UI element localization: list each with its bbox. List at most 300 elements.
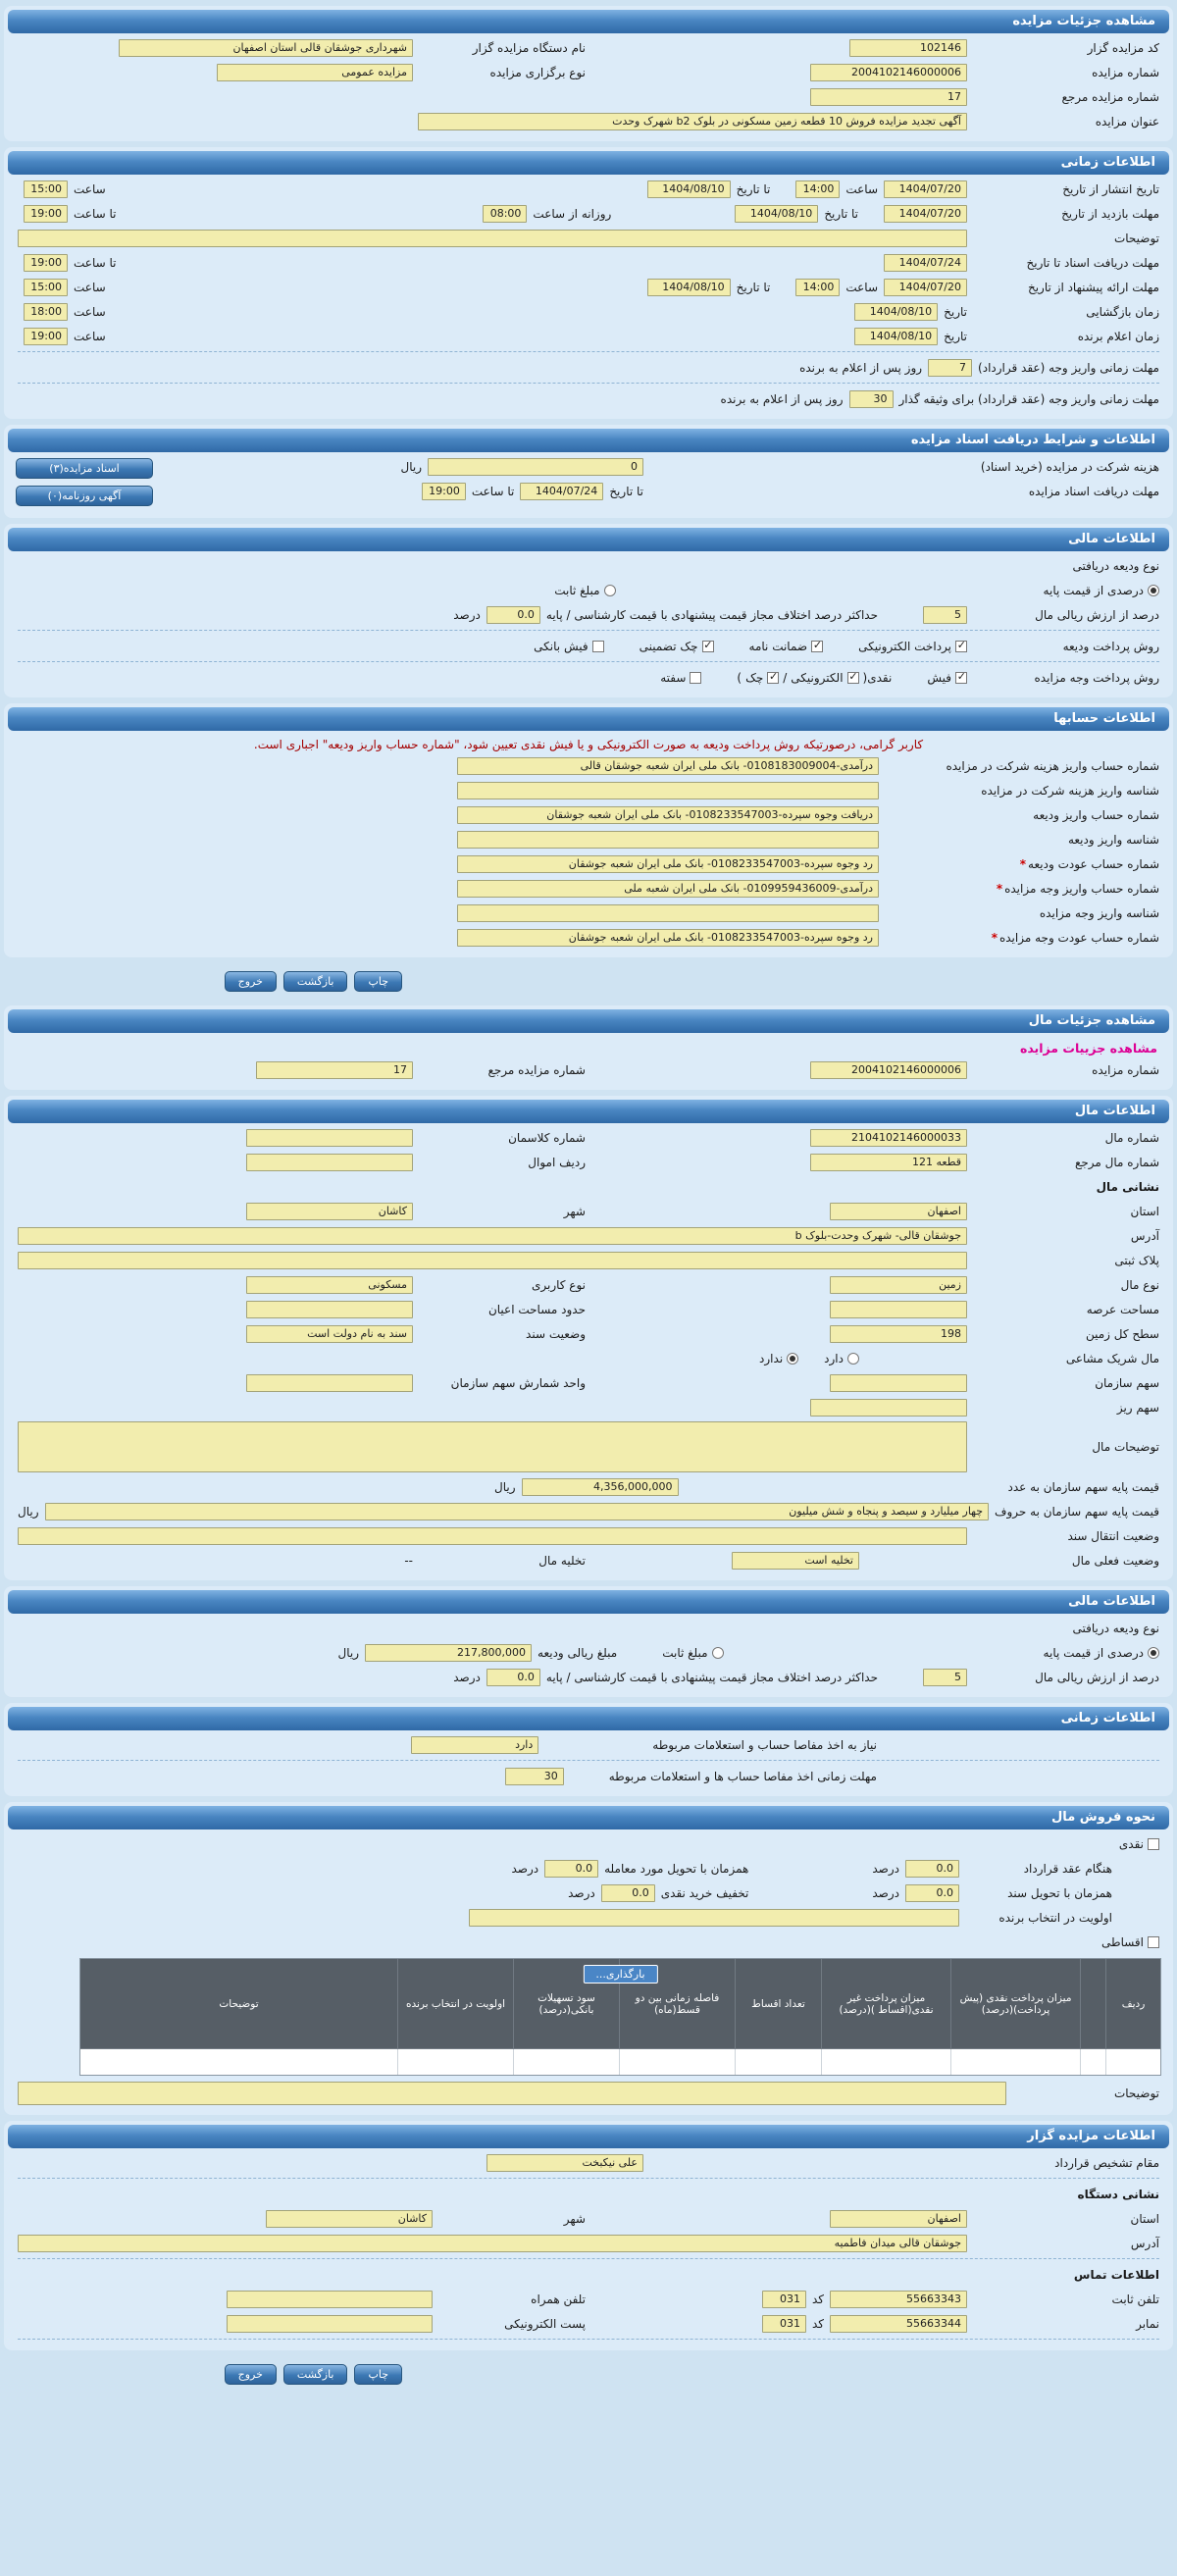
to-date-label: تا تاریخ (736, 181, 771, 196)
city-label: شهر (563, 2211, 586, 2226)
winner-announce-date-field[interactable]: 1404/08/10 (854, 328, 938, 345)
rial-unit-label: ریال (400, 459, 422, 474)
auction-payment-methods-row (6, 665, 1171, 690)
doc-deadline-date-field[interactable]: 1404/07/24 (520, 483, 603, 500)
share-detail-field[interactable] (810, 1399, 967, 1417)
percent-of-base-label: درصدی از قیمت پایه (1043, 583, 1144, 597)
doc-receive-deadline-time-field[interactable]: 19:00 (24, 254, 68, 272)
area-code-label: کد (811, 2292, 824, 2306)
divider (18, 2258, 1159, 2259)
auction-number-label: شماره مزایده (1092, 65, 1159, 79)
org-address-heading: نشانی دستگاه (1077, 2187, 1159, 2201)
required-mark: * (996, 881, 1003, 896)
hour-label: ساعت (845, 280, 878, 294)
shared-ownership-row (6, 1346, 1171, 1370)
deposit-percent-row (6, 1665, 1171, 1689)
percent-of-base-radio[interactable] (1148, 585, 1159, 596)
newspaper-ad-button[interactable]: آگهی روزنامه(۰) (16, 486, 153, 506)
deposit-account-field[interactable]: دریافت وجوه سپرده-0108233547003- بانک ملی ایران شعبه جوشقان (457, 806, 879, 824)
offer-to-time-field[interactable]: 15:00 (24, 279, 68, 296)
deposit-id-label: شناسه واریز ودیعه (1067, 832, 1159, 847)
date-label: تاریخ (944, 304, 967, 319)
cash-discount-field[interactable]: 0.0 (601, 1884, 655, 1902)
column-header-cash-prepayment: میزان پرداخت نقدی (پیش پرداخت)(درصد) (950, 1959, 1080, 2049)
auction-title-label: عنوان مزایده (1095, 114, 1159, 129)
org-address-heading-row (6, 2182, 1171, 2206)
doc-deadline-time-field[interactable]: 19:00 (422, 483, 466, 500)
province-label: استان (1130, 2211, 1159, 2226)
bank-receipt-checkbox[interactable] (592, 641, 604, 652)
base-price-number-row (6, 1474, 1171, 1499)
max-diff-field[interactable]: 0.0 (486, 1669, 540, 1686)
address-field[interactable]: جوشقان قالی میدان فاطمیه (18, 2235, 967, 2252)
contract-authority-row (6, 2150, 1171, 2175)
cash-electronic-label: الکترونیکی (791, 670, 844, 685)
usage-type-field[interactable]: مسکونی (246, 1276, 413, 1294)
hour-label: ساعت (74, 280, 106, 294)
action-buttons-top (0, 963, 1177, 1000)
building-area-label: حدود مساحت اعیان (487, 1302, 586, 1316)
total-land-row (6, 1321, 1171, 1346)
mobile-label: تلفن همراه (531, 2292, 586, 2306)
asset-ref-field[interactable]: قطعه 121 (810, 1154, 967, 1171)
time-description-label: توضیحات (1113, 231, 1159, 245)
deed-payment-field[interactable]: 0.0 (905, 1884, 959, 1902)
class-number-field[interactable] (246, 1129, 413, 1147)
section-header-asset-details: مشاهده جزئیات مال (8, 1009, 1169, 1033)
percent-unit-label: درصد (453, 607, 481, 622)
cash-check-checkbox[interactable] (767, 672, 779, 684)
section-header-time-info: اطلاعات زمانی (8, 151, 1169, 175)
to-hour-label: تا ساعت (74, 206, 117, 221)
fixed-amount-radio[interactable] (604, 585, 616, 596)
exit-button[interactable]: خروج (225, 971, 277, 992)
asset-province-row (6, 1199, 1171, 1223)
price-deposit-account-row (6, 876, 1171, 901)
doc-deadline-label: مهلت دریافت اسناد مزایده (1028, 484, 1159, 498)
document-buttons (6, 454, 163, 510)
opening-time-label: زمان بازگشایی (1086, 304, 1159, 319)
column-header-installment-interval: فاصله زمانی بین دو قسط(ماه) (619, 1959, 735, 2049)
evacuation-label: تخلیه مال (538, 1553, 586, 1568)
cash-sale-checkbox[interactable] (1148, 1838, 1159, 1850)
contract-payment-field[interactable]: 0.0 (905, 1860, 959, 1878)
contract-authority-field[interactable]: علی نیکبخت (486, 2154, 643, 2172)
asset-row-field[interactable] (246, 1154, 413, 1171)
base-price-words-label: قیمت پایه سهم سازمان به حروف (995, 1504, 1159, 1519)
participation-fee-field[interactable]: 0 (428, 458, 643, 476)
asset-type-row (6, 1272, 1171, 1297)
org-name-field[interactable]: شهرداری جوشقان قالی استان اصفهان (119, 39, 413, 57)
price-refund-account-field[interactable]: رد وجوه سپرده-0108233547003- بانک ملی ایران شعبه جوشقان (457, 929, 879, 947)
publish-date-label: تاریخ انتشار از تاریخ (1062, 181, 1159, 196)
fee-deposit-account-row (6, 753, 1171, 778)
city-field[interactable]: کاشان (246, 1203, 413, 1220)
percent-of-base-radio[interactable] (1148, 1647, 1159, 1659)
fee-deposit-account-field[interactable]: درآمدی-0108183009004- بانک ملی ایران شعبه جوشقان قالی (457, 757, 879, 775)
offer-from-time-field[interactable]: 14:00 (795, 279, 840, 296)
hour-label: ساعت (74, 181, 106, 196)
winner-priority-field[interactable] (469, 1909, 959, 1927)
section-header-financial-info: اطلاعات مالی (8, 528, 1169, 551)
installments-table-empty-row (80, 2049, 1160, 2075)
max-diff-field[interactable]: 0.0 (486, 606, 540, 624)
delivery-payment-label: همزمان با تحویل مورد معامله (604, 1861, 749, 1876)
bidder-code-label: کد مزایده گزار (1087, 40, 1159, 55)
publish-to-time-field[interactable]: 15:00 (24, 180, 68, 198)
auction-ref-field[interactable]: 17 (810, 88, 967, 106)
publish-to-date-field[interactable]: 1404/08/10 (647, 180, 731, 198)
asset-description-row (6, 1419, 1171, 1474)
org-share-label: سهم سازمان (1095, 1375, 1159, 1390)
winner-announce-row (6, 324, 1171, 348)
fax-area-code-field[interactable]: 031 (762, 2315, 806, 2333)
print-button[interactable]: چاپ (354, 2364, 402, 2385)
payment-deadline-days-field[interactable]: 7 (928, 359, 972, 377)
to-date-label: تا تاریخ (736, 280, 771, 294)
current-status-row (6, 1548, 1171, 1572)
cash-sale-row (6, 1831, 1171, 1856)
electronic-payment-label: پرداخت الکترونیکی (858, 639, 951, 653)
loading-indicator: بارگذاری... (583, 1965, 657, 1984)
org-name-label: نام دستگاه مزایده گزار (472, 40, 586, 55)
share-unit-label: واحد شمارش سهم سازمان (450, 1375, 586, 1390)
visit-daily-to-time-field[interactable]: 19:00 (24, 205, 68, 223)
contact-heading-row (6, 2262, 1171, 2287)
evacuation-value: -- (404, 1553, 413, 1568)
publish-date-row (6, 177, 1171, 201)
doc-receive-deadline-label: مهلت دریافت اسناد تا تاریخ (1026, 255, 1159, 270)
opening-date-field[interactable]: 1404/08/10 (854, 303, 938, 321)
deposit-account-label: شماره حساب واریز ودیعه (1033, 807, 1159, 822)
divider (18, 630, 1159, 631)
deposit-id-row (6, 827, 1171, 851)
promissory-note-checkbox[interactable] (690, 672, 701, 684)
deposit-type-label: نوع ودیعه دریافتی (1072, 558, 1159, 573)
visit-to-date-field[interactable]: 1404/08/10 (735, 205, 818, 223)
section-time-info (4, 147, 1173, 419)
clearance-deadline-field[interactable]: 30 (505, 1768, 564, 1785)
action-buttons-bottom (0, 2356, 1177, 2393)
fax-row (6, 2311, 1171, 2336)
section-header-accounts: اطلاعات حسابها (8, 707, 1169, 731)
guarantee-letter-checkbox[interactable] (811, 641, 823, 652)
deed-payment-label: همزمان با تحویل سند (1007, 1885, 1112, 1900)
doc-deadline-row (163, 479, 1171, 503)
section-asset-financial-info (4, 1586, 1173, 1697)
column-header-winner-priority: اولویت در انتخاب برنده (397, 1959, 513, 2049)
deposit-percent-row (6, 602, 1171, 627)
deed-status-label: وضعیت سند (526, 1326, 586, 1341)
clearance-need-label: نیاز به اخذ مفاصا حساب و استعلامات مربوطه (652, 1737, 877, 1752)
opening-time-row (6, 299, 1171, 324)
fee-deposit-id-field[interactable] (457, 782, 879, 799)
section-auctioneer-info (4, 2121, 1173, 2350)
price-deposit-account-field[interactable]: درآمدی-0109959436009- بانک ملی ایران شعبه ملی (457, 880, 879, 898)
to-date-label: تا تاریخ (824, 206, 858, 221)
asset-number-field[interactable]: 2104102146000033 (810, 1129, 967, 1147)
building-area-field[interactable] (246, 1301, 413, 1318)
section-header-sale-method: نحوه فروش مال (8, 1806, 1169, 1829)
city-field[interactable]: کاشان (266, 2210, 433, 2228)
org-province-row (6, 2206, 1171, 2231)
days-after-winner-label: روز پس از اعلام به برنده (720, 391, 844, 406)
deed-transfer-status-label: وضعیت انتقال سند (1067, 1528, 1159, 1543)
divider (18, 2339, 1159, 2340)
clearance-deadline-row (6, 1764, 1171, 1788)
accounts-notice: کاربر گرامی، درصورتیکه روش پرداخت ودیعه به صورت الکترونیکی و یا فیش نقدی تعیین شود، "شماره حساب واریز ودیعه" اجباری است. (253, 738, 924, 751)
deed-transfer-status-field[interactable] (18, 1527, 967, 1545)
auction-number-row (6, 60, 1171, 84)
deposit-payment-methods-row (6, 634, 1171, 658)
visit-from-date-field[interactable]: 1404/07/20 (884, 205, 967, 223)
auction-title-field[interactable]: آگهی تجدید مزایده فروش 10 قطعه زمین مسکونی در بلوک b2 شهرک وحدت (418, 113, 967, 130)
share-unit-field[interactable] (246, 1374, 413, 1392)
visit-daily-from-time-field[interactable]: 08:00 (483, 205, 527, 223)
winner-announce-label: زمان اعلام برنده (1077, 329, 1159, 343)
cash-group-prefix: نقدی( (862, 670, 893, 685)
contact-heading: اطلاعات تماس (1073, 2267, 1159, 2282)
daily-from-hour-label: روزانه از ساعت (533, 206, 612, 221)
to-date-label: تا تاریخ (609, 484, 643, 498)
receipt-label: فیش (927, 670, 951, 685)
section-header-auction-details: مشاهده جزئیات مزایده (8, 10, 1169, 33)
column-header-select (1080, 1959, 1105, 2049)
deposit-type-row (6, 553, 1171, 578)
land-area-row (6, 1297, 1171, 1321)
cash-group-slash: / (783, 670, 788, 685)
fixed-amount-label: مبلغ ثابت (554, 583, 600, 597)
share-detail-row (6, 1395, 1171, 1419)
exit-button[interactable]: خروج (225, 2364, 277, 2385)
time-description-row (6, 226, 1171, 250)
email-field[interactable] (227, 2315, 433, 2333)
price-deposit-id-row (6, 901, 1171, 925)
deposit-id-field[interactable] (457, 831, 879, 849)
area-label: مساحت عرصه (1086, 1302, 1159, 1316)
section-header-asset-info: اطلاعات مال (8, 1100, 1169, 1123)
total-land-label: سطح کل زمین (1085, 1326, 1159, 1341)
opening-time-field[interactable]: 18:00 (24, 303, 68, 321)
price-deposit-id-field[interactable] (457, 904, 879, 922)
divider (18, 383, 1159, 384)
asset-number-label: شماره مال (1104, 1130, 1159, 1145)
current-status-field[interactable]: تخلیه است (732, 1552, 859, 1570)
section-header-auctioneer-info: اطلاعات مزایده گزار (8, 2125, 1169, 2148)
current-status-label: وضعیت فعلی مال (1071, 1553, 1159, 1568)
asset-type-field[interactable]: زمین (830, 1276, 967, 1294)
offer-period-label: مهلت ارائه پیشنهاد از تاریخ (1027, 280, 1159, 294)
rial-unit-label: ریال (494, 1479, 516, 1494)
address-label: آدرس (1130, 2236, 1159, 2250)
deed-transfer-status-row (6, 1523, 1171, 1548)
base-price-number-field[interactable]: 4,356,000,000 (522, 1478, 679, 1496)
offer-to-date-field[interactable]: 1404/08/10 (647, 279, 731, 296)
installment-sale-row (6, 1930, 1171, 1954)
auction-number-field[interactable]: 2004102146000006 (810, 1061, 967, 1079)
area-code-field[interactable]: 031 (762, 2291, 806, 2308)
cash-discount-label: تخفیف خرید نقدی (660, 1885, 749, 1900)
payment-deadline-label: مهلت زمانی واریز وجه (عقد قرارداد) (978, 360, 1159, 375)
delivery-payment-field[interactable]: 0.0 (544, 1860, 598, 1878)
receipt-checkbox[interactable] (955, 672, 967, 684)
back-button[interactable]: بازگشت (283, 971, 348, 992)
deposit-percent-field[interactable]: 5 (923, 606, 967, 624)
deposit-refund-account-field[interactable]: رد وجوه سپرده-0108233547003- بانک ملی ایران شعبه جوشقان (457, 855, 879, 873)
deposit-percent-label: درصد از ارزش ریالی مال (1035, 1670, 1159, 1684)
section-asset-info (4, 1096, 1173, 1580)
publish-from-date-field[interactable]: 1404/07/20 (884, 180, 967, 198)
email-label: پست الکترونیکی (504, 2316, 586, 2331)
asset-ref-row (6, 1150, 1171, 1174)
percent-unit-label: درصد (511, 1861, 539, 1876)
certified-check-checkbox[interactable] (702, 641, 714, 652)
province-field[interactable]: اصفهان (830, 2210, 967, 2228)
base-price-words-field[interactable]: چهار میلیارد و سیصد و پنجاه و شش میلیون (45, 1503, 990, 1520)
cash-sale-label: نقدی (1118, 1836, 1144, 1851)
hour-label: ساعت (845, 181, 878, 196)
fee-deposit-id-row (6, 778, 1171, 802)
total-land-field[interactable]: 198 (830, 1325, 967, 1343)
rial-unit-label: ریال (18, 1504, 39, 1519)
auction-ref-row (6, 84, 1171, 109)
class-number-label: شماره کلاسمان (508, 1130, 586, 1145)
fee-deposit-id-label: شناسه واریز هزینه شرکت در مزایده (981, 783, 1159, 798)
shared-no-label: ندارد (759, 1351, 784, 1365)
deposit-account-row (6, 802, 1171, 827)
registration-plate-field[interactable] (18, 1252, 967, 1269)
asset-address-heading: نشانی مال (1096, 1179, 1159, 1194)
percent-unit-label: درصد (453, 1670, 481, 1684)
deposit-percent-field[interactable]: 5 (923, 1669, 967, 1686)
price-deposit-account-label: شماره حساب واریز وجه مزایده (1004, 881, 1159, 896)
divider (18, 351, 1159, 352)
section-auction-details (4, 6, 1173, 141)
area-field[interactable] (830, 1301, 967, 1318)
asset-ref-label: شماره مال مرجع (1074, 1155, 1159, 1169)
cash-electronic-checkbox[interactable] (847, 672, 859, 684)
electronic-payment-checkbox[interactable] (955, 641, 967, 652)
winner-announce-time-field[interactable]: 19:00 (24, 328, 68, 345)
back-button[interactable]: بازگشت (283, 2364, 348, 2385)
phone-field[interactable]: 55663343 (830, 2291, 967, 2308)
deed-payment-row (6, 1880, 1171, 1905)
winner-priority-row (6, 1905, 1171, 1930)
deposit-percent-label: درصد از ارزش ریالی مال (1035, 607, 1159, 622)
guarantor-payment-deadline-days-field[interactable]: 30 (849, 390, 894, 408)
section-financial-info (4, 524, 1173, 697)
auction-details-link[interactable]: مشاهده جزییات مزایده (1019, 1041, 1157, 1056)
mobile-field[interactable] (227, 2291, 433, 2308)
asset-auction-number-row (6, 1057, 1171, 1082)
fixed-amount-label: مبلغ ثابت (662, 1645, 708, 1660)
org-share-field[interactable] (830, 1374, 967, 1392)
shared-no-radio[interactable] (787, 1353, 798, 1365)
auction-title-row (6, 109, 1171, 133)
days-after-winner-label: روز پس از اعلام به برنده (799, 360, 923, 375)
print-button[interactable]: چاپ (354, 971, 402, 992)
cash-group-suffix: ) (737, 670, 742, 685)
deposit-amount-field[interactable]: 217,800,000 (365, 1644, 532, 1662)
clearance-need-field[interactable]: دارد (411, 1736, 538, 1754)
bidder-code-field[interactable]: 102146 (849, 39, 967, 57)
installment-sale-checkbox[interactable] (1148, 1936, 1159, 1948)
clearance-need-row (6, 1732, 1171, 1757)
sale-description-row (6, 2080, 1171, 2107)
offer-from-date-field[interactable]: 1404/07/20 (884, 279, 967, 296)
city-label: شهر (563, 1204, 586, 1218)
asset-description-field[interactable] (18, 1421, 967, 1472)
participation-fee-row (163, 454, 1171, 479)
phone-row (6, 2287, 1171, 2311)
shared-yes-radio[interactable] (847, 1353, 859, 1365)
promissory-note-label: سفته (660, 670, 687, 685)
sale-description-label: توضیحات (1113, 2087, 1159, 2100)
auction-ref-field[interactable]: 17 (256, 1061, 413, 1079)
address-field[interactable]: جوشقان قالی- شهرک وحدت-بلوک b (18, 1227, 967, 1245)
doc-receive-deadline-row (6, 250, 1171, 275)
participation-fee-label: هزینه شرکت در مزایده (خرید اسناد) (980, 459, 1159, 474)
shared-ownership-label: مال شریک مشاعی (1065, 1351, 1159, 1365)
usage-type-label: نوع کاربری (531, 1277, 586, 1292)
auction-payment-methods-label: روش پرداخت وجه مزایده (1034, 670, 1159, 685)
clearance-deadline-label: مهلت زمانی اخذ مفاصا حساب ها و استعلامات مربوطه (608, 1769, 877, 1783)
section-asset-details (4, 1005, 1173, 1090)
deposit-type-row (6, 1616, 1171, 1640)
column-header-installment-count: تعداد اقساط (735, 1959, 821, 2049)
auction-ref-label: شماره مزایده مرجع (487, 1062, 586, 1077)
bidder-code-row (6, 35, 1171, 60)
org-share-row (6, 1370, 1171, 1395)
installments-table (79, 1958, 1161, 2076)
asset-row-label: ردیف اموال (528, 1155, 586, 1169)
holding-type-label: نوع برگزاری مزایده (489, 65, 586, 79)
visit-period-row (6, 201, 1171, 226)
publish-from-time-field[interactable]: 14:00 (795, 180, 840, 198)
time-description-field[interactable] (18, 230, 967, 247)
asset-number-row (6, 1125, 1171, 1150)
date-label: تاریخ (944, 329, 967, 343)
contract-payment-label: هنگام عقد قرارداد (1023, 1861, 1112, 1876)
payment-deadline-row (6, 355, 1171, 380)
offer-period-row (6, 275, 1171, 299)
doc-receive-deadline-date-field[interactable]: 1404/07/24 (884, 254, 967, 272)
hour-label: ساعت (74, 304, 106, 319)
province-field[interactable]: اصفهان (830, 1203, 967, 1220)
area-code-label: کد (811, 2316, 824, 2331)
asset-address-row (6, 1223, 1171, 1248)
deed-status-field[interactable]: سند به نام دولت است (246, 1325, 413, 1343)
holding-type-field[interactable]: مزایده عمومی (217, 64, 413, 81)
phone-label: تلفن ثابت (1111, 2292, 1159, 2306)
auction-documents-button[interactable]: اسناد مزایده(۳) (16, 458, 153, 479)
certified-check-label: چک تضمینی (639, 639, 698, 653)
to-hour-label: تا ساعت (74, 255, 117, 270)
fixed-amount-radio[interactable] (712, 1647, 724, 1659)
deposit-refund-account-row (6, 851, 1171, 876)
registration-plate-row (6, 1248, 1171, 1272)
auction-number-field[interactable]: 2004102146000006 (810, 64, 967, 81)
deposit-type-options-row (6, 1640, 1171, 1665)
section-sale-method (4, 1802, 1173, 2115)
sale-description-field[interactable] (18, 2082, 1006, 2105)
percent-of-base-label: درصدی از قیمت پایه (1043, 1645, 1144, 1660)
fax-field[interactable]: 55663344 (830, 2315, 967, 2333)
contract-payment-row (6, 1856, 1171, 1880)
column-header-description: توضیحات (80, 1959, 397, 2049)
auction-number-label: شماره مزایده (1092, 1062, 1159, 1077)
deposit-payment-methods-label: روش پرداخت ودیعه (1062, 639, 1159, 653)
